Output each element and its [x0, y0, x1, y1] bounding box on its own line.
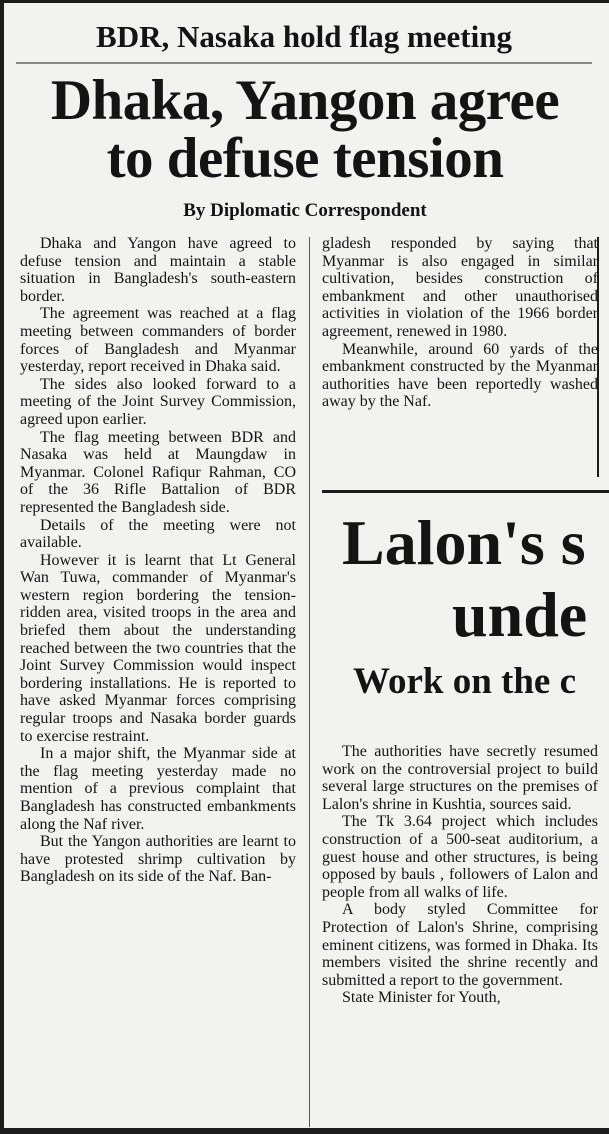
bottom-border: [0, 1128, 609, 1134]
paragraph-continued: gladesh responded by saying that Myanmar is also engaged in similar cultivation, besides construction of embankment and other unauthorised activities in violation of the 1966 border agreement, renewed in 1980.: [322, 235, 598, 340]
headline-line-2: to defuse tension: [106, 127, 504, 190]
article2-subheadline: Work on the c: [353, 661, 577, 702]
byline: By Diplomatic Correspondent: [183, 200, 427, 221]
article1-column-2: [322, 235, 598, 411]
paragraph: Dhaka and Yangon have agreed to defuse tension and maintain a stable situation in Bangladesh's south-eastern border.: [20, 235, 296, 305]
paragraph: A body styled Committee for Protection of Lalon's Shrine, comprising eminent citizens, was formed in Dhaka. Its members visited the shrine recently and submitted a report to the government.: [322, 901, 598, 989]
left-border: [0, 0, 4, 1134]
paragraph: The authorities have secretly resumed work on the controversial project to build several large structures on the premises of Lalon's shrine in Kushtia, sources said.: [322, 743, 598, 813]
paragraph: The flag meeting between BDR and Nasaka was held at Maungdaw in Myanmar. Colonel Rafiqur Rahman, CO of the 36 Rifle Battalion of BDR represented the Bangladesh side.: [20, 428, 296, 516]
article2-headline-line-1: Lalon's s: [342, 507, 586, 578]
paragraph: But the Yangon authorities are learnt to have protested shrimp cultivation by Bangladesh on its side of the Naf. Ban-: [20, 833, 296, 886]
kicker-headline: BDR, Nasaka hold flag meeting: [96, 19, 512, 54]
paragraph: Details of the meeting were not available.: [20, 516, 296, 552]
paragraph: The agreement was reached at a flag meeting between commanders of border forces of Bangladesh and Myanmar yesterday, report received in Dhaka said.: [20, 305, 296, 376]
column-divider: [309, 237, 310, 1127]
paragraph: The sides also looked forward to a meeting of the Joint Survey Commission, agreed upon earlier.: [20, 375, 296, 428]
headline-line-1: Dhaka, Yangon agree: [50, 69, 560, 132]
kicker-rule: [16, 62, 592, 64]
paragraph: State Minister for Youth,: [342, 989, 501, 1007]
paragraph: In a major shift, the Myanmar side at the flag meeting yesterday made no mention of a previous complaint that Bangladesh has constructed embankments along the Naf river.: [20, 745, 296, 833]
paragraph: The Tk 3.64 project which includes construction of a 500-seat auditorium, a guest house and other structures, is being opposed by bauls , followers of Lalon and people from all walks of life.: [322, 813, 598, 901]
article2-column: [322, 743, 598, 1007]
article2-headline-line-2: unde: [452, 579, 588, 650]
article2-headline-block: [322, 495, 609, 710]
top-border: [0, 0, 609, 3]
article-separator: [322, 490, 609, 493]
paragraph: Meanwhile, around 60 yards of the embankment constructed by the Myanmar authorities have been reportedly washed away by the Naf.: [322, 340, 598, 411]
paragraph: However it is learnt that Lt General Wan Tuwa, commander of Myanmar's western region bordering the tension-ridden area, visited troops in the area and briefed them about the understanding reached between the two countries that the Joint Survey Commission would inspect bordering installations. He is reported to have asked Myanmar forces comprising regular troops and Nasaka border guards to exercise restraint.: [20, 551, 296, 745]
main-headline: [10, 69, 600, 190]
article1-column-1: [20, 235, 296, 886]
